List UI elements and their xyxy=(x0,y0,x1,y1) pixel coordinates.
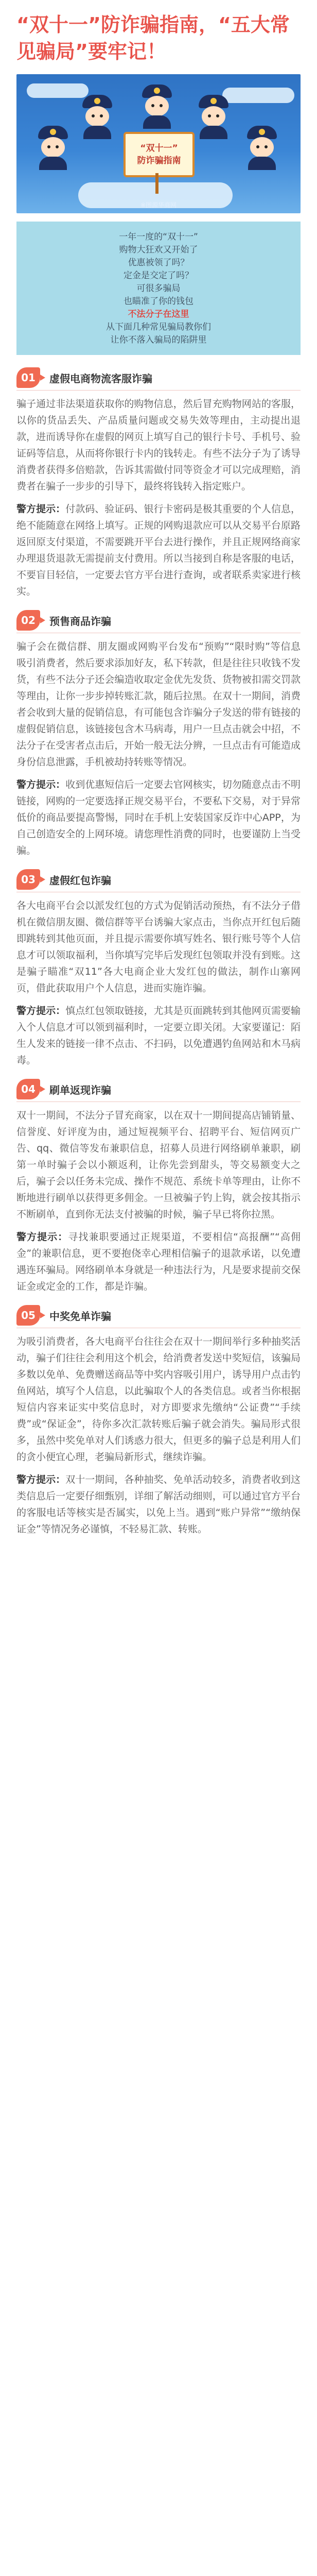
section-04 xyxy=(16,1078,301,1295)
poem-line: 购物大狂欢又开始了 xyxy=(119,245,198,255)
section-paragraph: 双十一期间，不法分子冒充商家，以在双十一期间提高店铺销量、信誉度、好评度为由，通过短视频平台、招聘平台、短信网页广告、qq、微信等发布兼职信息，招募人员进行网络刷单兼职，刷第一单时骗子会以小额返利，让你先尝到甜头，等交易额变大之后，骗子会以任务未完成、操作不规范、系统卡单等理由，让你不断地进行刷单以获得更多佣金。一旦被骗子钓上钩，就会按其指示不断刷单，直到你无法支付被骗的时候，骗子早已将你拉黑。 xyxy=(16,1110,301,1220)
sign-line-2: 防诈骗指南 xyxy=(137,156,181,166)
tip-label: 警方提示： xyxy=(16,1474,66,1485)
sign-line-1: “双十一” xyxy=(140,143,178,154)
section-number-badge: 03 xyxy=(16,869,40,890)
poem-line: 定金是交定了吗？ xyxy=(124,270,193,281)
tip-label: 警方提示： xyxy=(16,779,66,790)
image-source-caption: ※图源华商网 xyxy=(140,201,177,209)
section-title: 虚假红包诈骗 xyxy=(49,874,111,887)
section-01 xyxy=(16,366,301,600)
tip-text: 收到优惠短信后一定要去官网核实，切勿随意点击不明链接，网购的一定要选择正规交易平台，不要私下交易，对于异常低价的商品要提高警惕，同时在手机上安装国家反诈中心APP，为自己创造安全的上网环境。请您理性消费的同时，也要谨防上当受骗。 xyxy=(16,779,301,856)
section-paragraph: 骗子通过非法渠道获取你的购物信息，然后冒充购物网站的客服，以你的货品丢失、产品质量问题或交易失效等理由，主动提出退款，进而诱导你在虚假的网页上填写自己的银行卡号、手机号、验证码等信息，从而将你银行卡内的钱转走。有些不法分子为了诱导消费者获得多倍赔款，告诉其需做付同等资金才可以完成理赔，消费者在骗子一步步的引导下，最终将钱转入指定账户。 xyxy=(16,398,301,492)
tip-label: 警方提示： xyxy=(16,503,66,515)
section-title: 刷单返现诈骗 xyxy=(49,1084,111,1096)
cloud-shape xyxy=(27,83,89,98)
section-paragraph: 骗子会在微信群、朋友圈或网购平台发布“预购”“限时购”等信息吸引消费者，然后要求添加好友，私下转款，但是往往只收钱不发货，有些不法分子还会编造收取定金优先发货、货物被扣需交罚款等理由，让你一步步掉转账汇款，随后拉黑。在双十一期间，消费者会收到大量的促销信息，有可能包含诈骗分子发送的带有链接的虚假促销信息，该链接包含木马病毒，用户一旦点击就会中招，不法分子在受害者点击后，开始一般无法分辨，一旦点击有可能造成身份信息泄露，手机被劫持转账等情况。 xyxy=(16,641,301,768)
tip-text: 付款码、验证码、银行卡密码是极其重要的个人信息，绝不能随意在网络上填写。正规的网购退款应可以从交易平台原路返回原支付渠道，不需要跳开平台去进行操作，并且正规网络商家办理退货退款无需提前支付费用。所以当接到自称是客服的电话，不要盲目轻信，一定要去官方平台进行查询，或者联系卖家进行核实。 xyxy=(16,503,301,597)
police-tip xyxy=(16,501,301,600)
tip-text: 慎点红包领取链接，尤其是页面跳转到其他网页需要输入个人信息才可以领到福利时，一定要立即关闭。大家要谨记：陌生人发来的链接一律不点击、不扫码，以免遭遇钓鱼网站和木马病毒。 xyxy=(16,1005,301,1066)
section-paragraph: 为吸引消费者，各大电商平台往往会在双十一期间举行多种抽奖活动，骗子们往往会利用这个机会，给消费者发送中奖短信，该骗局多数以免单、免费赠送商品等中奖内容吸引用户，诱导用户点击钓鱼网站，填写个人信息，以此骗取个人的各类信息。或者当你根据短信内容来证实中奖信息时，对方即要求先缴纳“公证费”“手续费”或“保证金”，待你多次汇款转账后骗子就会消失。骗局形式很多，虽然中奖免单对人们诱惑力很大，但更多的骗子总是利用人们的贪小便宜心理，老骗局新形式，继续诈骗。 xyxy=(16,1336,301,1463)
intro-poem-box xyxy=(16,222,301,355)
police-tip xyxy=(16,1471,301,1537)
section-header xyxy=(16,1304,301,1328)
section-paragraph: 各大电商平台会以派发红包的方式为促销活动预热，有不法分子借机在微信朋友圈、微信群等平台诱骗大家点击，当你点开红包后随即跳转到其他页面，并且提示需要你填写姓名、银行账号等个人信息才可以领取福利，当你填写完毕后发现红包领取并没有到账。这是骗子瞄准“双11”各大电商企业大发红包的做法，制作山寨网页，借此获取用户个人信息，进而实施诈骗。 xyxy=(16,900,301,994)
section-header xyxy=(16,366,301,391)
article-title: “双十一”防诈骗指南，“五大常见骗局”要牢记！ xyxy=(16,13,290,63)
poem-line: 从下面几种常见骗局教你们 xyxy=(106,322,211,332)
officer-figure xyxy=(80,95,114,139)
tip-text: 寻找兼职要通过正规渠道，不要相信“高报酬”“高佣金”的兼职信息，更不要抱侥幸心理相信骗子的退款承诺，以免遭遇连环骗局。网络刷单本身就是一种违法行为，凡是要求提前交保证金或定金的工作，都是诈骗。 xyxy=(16,1231,301,1292)
poem-line: 让你不落入骗局的陷阱里 xyxy=(110,335,207,345)
police-tip xyxy=(16,1229,301,1295)
section-header xyxy=(16,609,301,633)
police-tip xyxy=(16,1003,301,1069)
section-header xyxy=(16,1078,301,1102)
tip-text: 双十一期间，各种抽奖、免单活动较多，消费者收到这类信息后一定要仔细甄别，详细了解活动细则，可以通过官方平台的客服电话等核实是否属实，以免上当。遇到“账户异常”“缴纳保证金”等情况务必谨慎，不轻易汇款、转账。 xyxy=(16,1474,301,1535)
officer-figure xyxy=(245,126,279,170)
cloud-shape xyxy=(222,88,294,103)
poem-line: 一年一度的“双十一” xyxy=(119,232,198,242)
poem-line: 优惠被领了吗？ xyxy=(128,258,189,268)
section-title: 虚假电商物流客服诈骗 xyxy=(49,372,152,385)
section-title: 预售商品诈骗 xyxy=(49,615,111,628)
police-tip xyxy=(16,776,301,859)
sign-pole xyxy=(155,173,158,194)
section-number-badge: 02 xyxy=(16,610,40,631)
officer-figure xyxy=(140,84,174,129)
hero-sign xyxy=(124,132,195,177)
tip-label: 警方提示： xyxy=(16,1005,66,1016)
tip-label: 警方提示： xyxy=(16,1231,68,1243)
section-number-badge: 01 xyxy=(16,367,40,388)
section-number-badge: 05 xyxy=(16,1305,40,1326)
section-02 xyxy=(16,609,301,859)
section-03 xyxy=(16,868,301,1069)
officer-figure xyxy=(197,95,231,139)
hero-illustration xyxy=(16,74,301,213)
section-05 xyxy=(16,1304,301,1537)
section-number-badge: 04 xyxy=(16,1079,40,1099)
officer-figure xyxy=(36,126,70,170)
poem-highlight: 不法分子在这里 xyxy=(128,309,189,319)
poem-line: 可很多骗局 xyxy=(136,283,181,294)
poem-line: 也瞄准了你的钱包 xyxy=(124,296,193,307)
section-title: 中奖免单诈骗 xyxy=(49,1310,111,1323)
section-header xyxy=(16,868,301,892)
